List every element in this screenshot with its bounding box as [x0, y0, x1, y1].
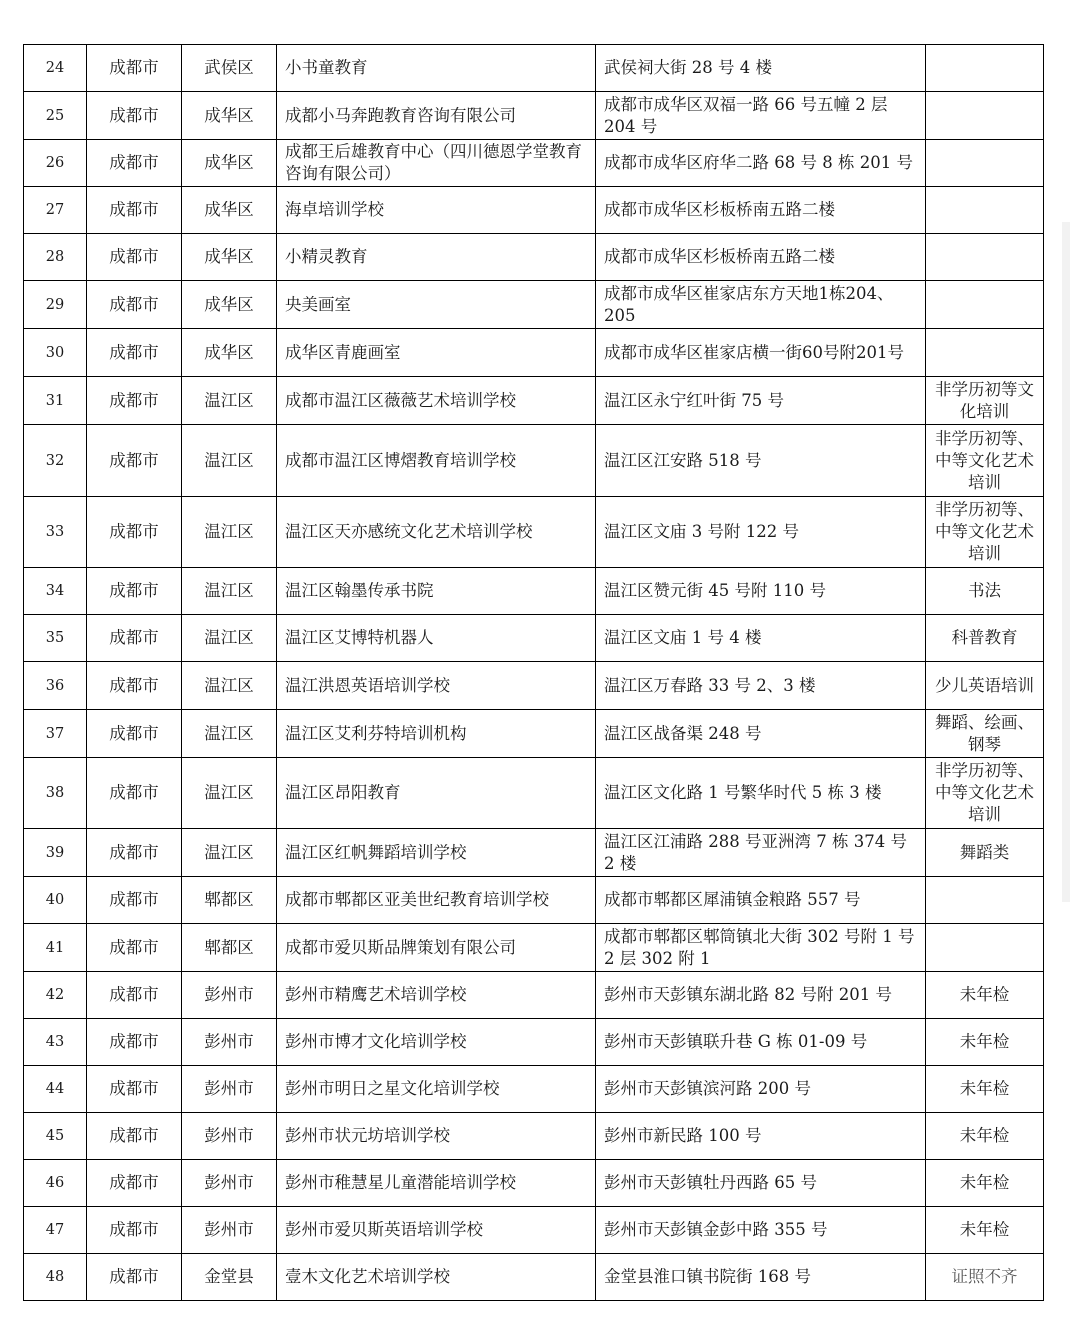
cell-name: 彭州市明日之星文化培训学校: [277, 1066, 596, 1113]
cell-district: 彭州市: [182, 1019, 277, 1066]
table-row: [24, 234, 1044, 281]
cell-name: 彭州市稚慧星儿童潜能培训学校: [277, 1160, 596, 1207]
cell-district: 彭州市: [182, 1207, 277, 1254]
cell-district: 温江区: [182, 758, 277, 829]
table-row: [24, 92, 1044, 140]
cell-number: 35: [24, 615, 87, 662]
cell-city: 成都市: [87, 1019, 182, 1066]
cell-number: 33: [24, 497, 87, 568]
cell-name: 温江区艾博特机器人: [277, 615, 596, 662]
table-row: [24, 140, 1044, 187]
cell-note: 未年检: [926, 1019, 1044, 1066]
table-row: [24, 1113, 1044, 1160]
cell-address: 温江区万春路 33 号 2、3 楼: [596, 662, 926, 710]
table-row: [24, 45, 1044, 92]
table-body: [24, 45, 1044, 1301]
cell-name: 成都市温江区博熠教育培训学校: [277, 425, 596, 497]
cell-note: 舞蹈、绘画、钢琴: [926, 710, 1044, 758]
cell-note: 科普教育: [926, 615, 1044, 662]
table-row: [24, 662, 1044, 710]
cell-city: 成都市: [87, 1113, 182, 1160]
cell-note: [926, 281, 1044, 329]
cell-name: 温江区红帆舞蹈培训学校: [277, 829, 596, 877]
cell-city: 成都市: [87, 877, 182, 924]
cell-district: 温江区: [182, 497, 277, 568]
cell-address: 温江区文化路 1 号繁华时代 5 栋 3 楼: [596, 758, 926, 829]
cell-address: 彭州市天彭镇牡丹西路 65 号: [596, 1160, 926, 1207]
cell-note: [926, 877, 1044, 924]
cell-note: [926, 45, 1044, 92]
cell-name: 彭州市博才文化培训学校: [277, 1019, 596, 1066]
cell-number: 29: [24, 281, 87, 329]
cell-district: 彭州市: [182, 1160, 277, 1207]
cell-city: 成都市: [87, 1066, 182, 1113]
cell-city: 成都市: [87, 710, 182, 758]
cell-number: 43: [24, 1019, 87, 1066]
cell-address: 成都市成华区崔家店横一街60号附201号: [596, 329, 926, 377]
cell-city: 成都市: [87, 1254, 182, 1301]
cell-name: 成都市温江区薇薇艺术培训学校: [277, 377, 596, 425]
cell-note: 未年检: [926, 1113, 1044, 1160]
cell-address: 温江区文庙 1 号 4 楼: [596, 615, 926, 662]
cell-city: 成都市: [87, 758, 182, 829]
cell-number: 36: [24, 662, 87, 710]
cell-name: 壹木文化艺术培训学校: [277, 1254, 596, 1301]
cell-city: 成都市: [87, 924, 182, 972]
cell-district: 成华区: [182, 329, 277, 377]
table-row: [24, 281, 1044, 329]
cell-number: 34: [24, 568, 87, 615]
cell-note: [926, 187, 1044, 234]
cell-number: 30: [24, 329, 87, 377]
cell-name: 彭州市精鹰艺术培训学校: [277, 972, 596, 1019]
cell-note: 未年检: [926, 972, 1044, 1019]
cell-district: 成华区: [182, 140, 277, 187]
cell-note: 非学历初等、中等文化艺术培训: [926, 758, 1044, 829]
table-row: [24, 1066, 1044, 1113]
cell-district: 温江区: [182, 662, 277, 710]
cell-name: 成都市郫都区亚美世纪教育培训学校: [277, 877, 596, 924]
cell-name: 成都市爱贝斯品牌策划有限公司: [277, 924, 596, 972]
table-row: [24, 568, 1044, 615]
cell-city: 成都市: [87, 1207, 182, 1254]
table-row: [24, 1254, 1044, 1301]
cell-district: 温江区: [182, 568, 277, 615]
cell-address: 温江区永宁红叶街 75 号: [596, 377, 926, 425]
cell-number: 31: [24, 377, 87, 425]
cell-name: 温江区昂阳教育: [277, 758, 596, 829]
cell-address: 温江区战备渠 248 号: [596, 710, 926, 758]
table-row: [24, 497, 1044, 568]
cell-city: 成都市: [87, 425, 182, 497]
cell-name: 成华区青鹿画室: [277, 329, 596, 377]
cell-district: 彭州市: [182, 1066, 277, 1113]
scrollbar-track[interactable]: [1062, 222, 1070, 902]
cell-name: 彭州市状元坊培训学校: [277, 1113, 596, 1160]
cell-city: 成都市: [87, 92, 182, 140]
cell-city: 成都市: [87, 187, 182, 234]
cell-note: 证照不齐: [926, 1254, 1044, 1301]
cell-name: 海卓培训学校: [277, 187, 596, 234]
cell-name: 央美画室: [277, 281, 596, 329]
cell-note: [926, 924, 1044, 972]
cell-note: 未年检: [926, 1066, 1044, 1113]
cell-address: 成都市成华区杉板桥南五路二楼: [596, 234, 926, 281]
cell-number: 25: [24, 92, 87, 140]
cell-note: 书法: [926, 568, 1044, 615]
table-row: [24, 972, 1044, 1019]
cell-district: 成华区: [182, 187, 277, 234]
cell-district: 温江区: [182, 377, 277, 425]
cell-number: 28: [24, 234, 87, 281]
cell-district: 成华区: [182, 234, 277, 281]
cell-city: 成都市: [87, 281, 182, 329]
cell-address: 温江区江浦路 288 号亚洲湾 7 栋 374 号 2 楼: [596, 829, 926, 877]
cell-address: 彭州市天彭镇东湖北路 82 号附 201 号: [596, 972, 926, 1019]
cell-note: [926, 92, 1044, 140]
cell-note: 非学历初等文化培训: [926, 377, 1044, 425]
cell-number: 26: [24, 140, 87, 187]
cell-number: 40: [24, 877, 87, 924]
cell-note: [926, 234, 1044, 281]
cell-name: 小精灵教育: [277, 234, 596, 281]
cell-note: 非学历初等、中等文化艺术培训: [926, 425, 1044, 497]
cell-note: 未年检: [926, 1160, 1044, 1207]
table-row: [24, 329, 1044, 377]
cell-note: 非学历初等、中等文化艺术培训: [926, 497, 1044, 568]
cell-address: 成都市郫都区犀浦镇金粮路 557 号: [596, 877, 926, 924]
cell-number: 27: [24, 187, 87, 234]
cell-district: 彭州市: [182, 972, 277, 1019]
cell-district: 温江区: [182, 615, 277, 662]
table-row: [24, 1160, 1044, 1207]
cell-district: 金堂县: [182, 1254, 277, 1301]
cell-city: 成都市: [87, 662, 182, 710]
cell-name: 温江洪恩英语培训学校: [277, 662, 596, 710]
table-row: [24, 187, 1044, 234]
table-row: [24, 1207, 1044, 1254]
cell-note: [926, 329, 1044, 377]
table-row: [24, 877, 1044, 924]
table-row: [24, 829, 1044, 877]
cell-name: 温江区翰墨传承书院: [277, 568, 596, 615]
cell-address: 成都市成华区杉板桥南五路二楼: [596, 187, 926, 234]
cell-district: 成华区: [182, 281, 277, 329]
cell-district: 温江区: [182, 425, 277, 497]
cell-note: [926, 140, 1044, 187]
cell-district: 武侯区: [182, 45, 277, 92]
cell-number: 47: [24, 1207, 87, 1254]
table-row: [24, 758, 1044, 829]
cell-address: 温江区文庙 3 号附 122 号: [596, 497, 926, 568]
cell-note: 舞蹈类: [926, 829, 1044, 877]
cell-city: 成都市: [87, 568, 182, 615]
cell-city: 成都市: [87, 377, 182, 425]
cell-city: 成都市: [87, 140, 182, 187]
cell-address: 成都市郫都区郫筒镇北大街 302 号附 1 号 2 层 302 附 1: [596, 924, 926, 972]
cell-number: 46: [24, 1160, 87, 1207]
cell-number: 39: [24, 829, 87, 877]
cell-note: 少儿英语培训: [926, 662, 1044, 710]
cell-number: 24: [24, 45, 87, 92]
cell-district: 郫都区: [182, 924, 277, 972]
cell-number: 32: [24, 425, 87, 497]
cell-city: 成都市: [87, 972, 182, 1019]
cell-number: 48: [24, 1254, 87, 1301]
cell-number: 37: [24, 710, 87, 758]
table-row: [24, 377, 1044, 425]
institution-table: [23, 44, 1044, 1301]
cell-city: 成都市: [87, 497, 182, 568]
cell-address: 彭州市天彭镇联升巷 G 栋 01-09 号: [596, 1019, 926, 1066]
cell-city: 成都市: [87, 329, 182, 377]
cell-number: 41: [24, 924, 87, 972]
table-row: [24, 710, 1044, 758]
cell-number: 44: [24, 1066, 87, 1113]
cell-city: 成都市: [87, 829, 182, 877]
table-row: [24, 425, 1044, 497]
cell-district: 彭州市: [182, 1113, 277, 1160]
cell-name: 温江区天亦感统文化艺术培训学校: [277, 497, 596, 568]
cell-address: 彭州市新民路 100 号: [596, 1113, 926, 1160]
cell-city: 成都市: [87, 1160, 182, 1207]
cell-name: 彭州市爱贝斯英语培训学校: [277, 1207, 596, 1254]
cell-address: 温江区赞元街 45 号附 110 号: [596, 568, 926, 615]
cell-address: 武侯祠大街 28 号 4 楼: [596, 45, 926, 92]
cell-city: 成都市: [87, 615, 182, 662]
cell-district: 温江区: [182, 710, 277, 758]
cell-address: 温江区江安路 518 号: [596, 425, 926, 497]
cell-number: 42: [24, 972, 87, 1019]
cell-district: 温江区: [182, 829, 277, 877]
cell-address: 成都市成华区崔家店东方天地1栋204、205: [596, 281, 926, 329]
cell-address: 成都市成华区双福一路 66 号五幢 2 层 204 号: [596, 92, 926, 140]
cell-district: 郫都区: [182, 877, 277, 924]
cell-note: 未年检: [926, 1207, 1044, 1254]
cell-name: 成都王后雄教育中心（四川德恩学堂教育咨询有限公司）: [277, 140, 596, 187]
cell-address: 成都市成华区府华二路 68 号 8 栋 201 号: [596, 140, 926, 187]
cell-city: 成都市: [87, 45, 182, 92]
cell-name: 温江区艾利芬特培训机构: [277, 710, 596, 758]
cell-name: 成都小马奔跑教育咨询有限公司: [277, 92, 596, 140]
cell-address: 金堂县淮口镇书院街 168 号: [596, 1254, 926, 1301]
table-row: [24, 615, 1044, 662]
table-row: [24, 924, 1044, 972]
cell-number: 45: [24, 1113, 87, 1160]
cell-address: 彭州市天彭镇滨河路 200 号: [596, 1066, 926, 1113]
cell-district: 成华区: [182, 92, 277, 140]
cell-name: 小书童教育: [277, 45, 596, 92]
cell-address: 彭州市天彭镇金彭中路 355 号: [596, 1207, 926, 1254]
cell-number: 38: [24, 758, 87, 829]
cell-city: 成都市: [87, 234, 182, 281]
table-row: [24, 1019, 1044, 1066]
